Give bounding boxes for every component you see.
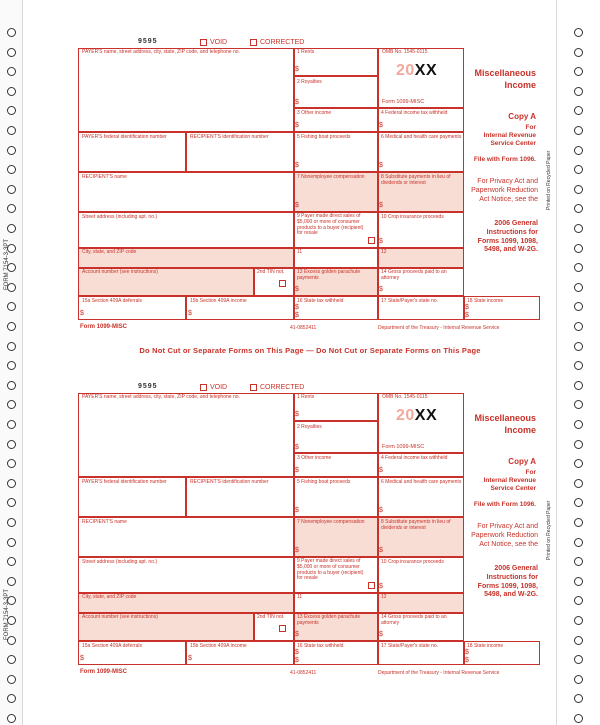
box-6-label: 6 Medical and health care payments [381,134,462,140]
privacy-text: For Privacy Act and Paperwork Reduction Act Notice, see the [471,523,538,548]
recipient-id-label: RECIPIENT'S identification number [190,134,269,140]
dollar-2: $ [295,444,299,451]
tractor-hole [574,48,583,57]
tractor-hole [574,538,583,547]
tractor-hole [7,714,16,723]
dollar-4: $ [379,467,383,474]
dollar-15a: $ [80,310,84,317]
dollar-4: $ [379,122,383,129]
tin-label: 2nd TIN not. [257,269,285,275]
box-9-label: 9 Payer made direct sales of $5,000 or more of consumer products to a buyer (recipient) for resale [297,558,364,582]
tractor-hole [7,28,16,37]
dollar-8: $ [379,547,383,554]
box-3-label: 3 Other income [297,455,332,461]
year-prefix: 20 [396,62,415,79]
tractor-hole [574,185,583,194]
tractor-hole [574,126,583,135]
void-checkbox [200,384,207,391]
payer-box [78,393,294,477]
box-13-label: 13 Excess golden parachute payments [297,614,361,626]
instructions-text: 2006 General Instructions for Forms 1099, 1098, 5498, and W-2G. [477,220,538,254]
box-12 [378,248,464,268]
tractor-hole [7,577,16,586]
tractor-hole [574,224,583,233]
tin-label: 2nd TIN not. [257,614,285,620]
tractor-hole [7,440,16,449]
dollar-14: $ [379,286,383,293]
tractor-hole [574,87,583,96]
form-name-label: Form 1099-MISC [382,444,425,450]
box-17-label: 17 State/Payer's state no. [381,643,439,649]
tractor-hole [7,381,16,390]
dollar-6: $ [379,507,383,514]
tractor-hole [7,224,16,233]
form-name-label: Form 1099-MISC [382,99,425,105]
box-11-label: 11 [297,249,303,255]
box-13-label: 13 Excess golden parachute payments [297,269,361,281]
box-15a-label: 15a Section 409A deferrals [82,298,143,304]
left-side-code: FORM 7154-3-3PT [4,238,10,290]
irs-center: Internal Revenue Service Center [483,132,536,148]
form-number: 9595 [138,383,158,390]
right-recycled-note-2: Printed on Recycled Paper [546,500,552,560]
payer-label: PAYER'S name, street address, city, state, ZIP code, and telephone no. [82,49,240,55]
tractor-hole [7,479,16,488]
recipient-name-label: RECIPIENT'S name [82,174,127,180]
box-9-checkbox [368,237,375,244]
tractor-hole [574,616,583,625]
omb-label: OMB No. 1545-0115 [382,49,428,55]
street-label: Street address (including apt. no.) [82,559,158,565]
tractor-hole [7,420,16,429]
box-18-label: 18 State income [467,298,504,304]
void-label: VOID [210,39,228,46]
street-label: Street address (including apt. no.) [82,214,158,220]
dollar-8: $ [379,202,383,209]
tractor-hole [574,636,583,645]
dollar-16a: $ [295,649,299,656]
dollar-14: $ [379,631,383,638]
city-label: City, state, and ZIP code [82,594,137,600]
dollar-1: $ [295,66,299,73]
copy-a: Copy A [508,112,536,121]
tractor-hole [574,440,583,449]
box-17-label: 17 State/Payer's state no. [381,298,439,304]
tractor-hole [574,342,583,351]
tractor-hole [7,126,16,135]
tractor-hole [7,322,16,331]
box-11 [294,248,378,268]
left-side-code-2: FORM 7154-3-3PT [4,588,10,640]
box-9-label: 9 Payer made direct sales of $5,000 or more of consumer products to a buyer (recipient) for resale [297,213,364,237]
box-16-label: 16 State tax withheld [297,643,344,649]
year-suffix: XX [414,62,438,79]
box-3-label: 3 Other income [297,110,332,116]
box-15b-label: 15b Section 409A income [190,643,247,649]
box-2-label: 2 Royalties [297,79,322,85]
box-12-label: 12 [381,249,387,255]
box-4-label: 4 Federal income tax withheld [381,110,448,116]
form-title-2: Income [504,425,536,435]
dollar-15a: $ [80,655,84,662]
dollar-16b: $ [295,312,299,319]
tractor-hole [574,28,583,37]
box-11-label: 11 [297,594,303,600]
dollar-3: $ [295,122,299,129]
box-10-label: 10 Crop insurance proceeds [381,559,444,565]
corrected-label: CORRECTED [260,39,305,46]
void-label: VOID [210,384,228,391]
form-title-1: Miscellaneous [474,413,536,423]
box-7-label: 7 Nonemployee compensation [297,174,365,180]
tractor-hole [7,518,16,527]
dollar-16b: $ [295,657,299,664]
omb-label: OMB No. 1545-0115 [382,394,428,400]
footer-cat: 41-0852411 [290,670,317,676]
box-7-label: 7 Nonemployee compensation [297,519,365,525]
form-1099-misc-top [78,38,540,343]
box-14-label: 14 Gross proceeds paid to an attorney [381,614,447,626]
tractor-hole [574,283,583,292]
footer-dept: Department of the Treasury - Internal Revenue Service [378,325,500,331]
box-14-label: 14 Gross proceeds paid to an attorney [381,269,447,281]
dollar-3: $ [295,467,299,474]
tractor-hole [7,87,16,96]
form-title-1: Miscellaneous [474,68,536,78]
tractor-hole [7,538,16,547]
right-recycled-note: Printed on Recycled Paper [546,150,552,210]
tractor-hole [574,244,583,253]
box-1-label: 1 Rents [297,49,315,55]
tractor-hole [7,185,16,194]
form-number: 9595 [138,38,158,45]
box-8-label: 8 Substitute payments in lieu of dividends or interest [381,519,451,531]
box-11 [294,593,378,613]
copy-a: Copy A [508,457,536,466]
payer-fed-id-label: PAYER'S federal identification number [82,134,167,140]
dollar-7: $ [295,547,299,554]
box-10-label: 10 Crop insurance proceeds [381,214,444,220]
privacy-text: For Privacy Act and Paperwork Reduction Act Notice, see the [471,178,538,203]
form-1099-misc-bottom [78,383,540,688]
dollar-15b: $ [188,655,192,662]
tractor-hole [574,577,583,586]
tractor-hole [574,146,583,155]
dollar-10: $ [379,583,383,590]
payer-label: PAYER'S name, street address, city, state, ZIP code, and telephone no. [82,394,240,400]
box-6-label: 6 Medical and health care payments [381,479,462,485]
tractor-hole [7,675,16,684]
dollar-15b: $ [188,310,192,317]
box-12-label: 12 [381,594,387,600]
account-label: Account number (see instructions) [82,614,158,620]
file-with: File with Form 1096. [473,156,536,163]
tractor-hole [574,381,583,390]
box-12 [378,593,464,613]
city-label: City, state, and ZIP code [82,249,137,255]
tractor-hole [574,675,583,684]
dollar-2: $ [295,99,299,106]
box-9-checkbox [368,582,375,589]
payer-fed-id-label: PAYER'S federal identification number [82,479,167,485]
dollar-6: $ [379,162,383,169]
footer-dept: Department of the Treasury - Internal Revenue Service [378,670,500,676]
dollar-13: $ [295,286,299,293]
footer-cat: 41-0852411 [290,325,317,331]
box-18-label: 18 State income [467,643,504,649]
box-15b-label: 15b Section 409A income [190,298,247,304]
box-16-label: 16 State tax withheld [297,298,344,304]
year [396,407,437,425]
copy-for: For [525,469,536,476]
dollar-1: $ [295,411,299,418]
instructions-text: 2006 General Instructions for Forms 1099, 1098, 5498, and W-2G. [477,565,538,599]
copy-for: For [525,124,536,131]
box-2-label: 2 Royalties [297,424,322,430]
payer-box [78,48,294,132]
dollar-13: $ [295,631,299,638]
box-5-label: 5 Fishing boat proceeds [297,479,351,485]
dollar-18a: $ [465,649,469,656]
tractor-hole [7,146,16,155]
dollar-18a: $ [465,304,469,311]
dollar-5: $ [295,507,299,514]
tractor-hole [7,48,16,57]
tractor-hole [574,518,583,527]
corrected-label: CORRECTED [260,384,305,391]
box-15a-label: 15a Section 409A deferrals [82,643,143,649]
dollar-7: $ [295,202,299,209]
box-5-label: 5 Fishing boat proceeds [297,134,351,140]
box-1-label: 1 Rents [297,394,315,400]
cut-notice: Do Not Cut or Separate Forms on This Page — Do Not Cut or Separate Forms on This Page [139,346,481,355]
recipient-id-label: RECIPIENT'S identification number [190,479,269,485]
dollar-18b: $ [465,312,469,319]
account-label: Account number (see instructions) [82,269,158,275]
tractor-hole [574,322,583,331]
year-prefix: 20 [396,407,415,424]
year [396,62,437,80]
tractor-hole [7,342,16,351]
tractor-hole [574,479,583,488]
corrected-checkbox [250,39,257,46]
irs-center: Internal Revenue Service Center [483,477,536,493]
dollar-18b: $ [465,657,469,664]
recipient-name-label: RECIPIENT'S name [82,519,127,525]
box-4-label: 4 Federal income tax withheld [381,455,448,461]
tractor-hole [574,420,583,429]
file-with: File with Form 1096. [473,501,536,508]
dollar-5: $ [295,162,299,169]
dollar-10: $ [379,238,383,245]
tin-checkbox [279,280,286,287]
tin-checkbox [279,625,286,632]
tractor-hole [574,714,583,723]
form-title-2: Income [504,80,536,90]
box-8-label: 8 Substitute payments in lieu of dividends or interest [381,174,451,186]
footer-form: Form 1099-MISC [80,669,128,675]
dollar-16a: $ [295,304,299,311]
year-suffix: XX [414,407,438,424]
void-checkbox [200,39,207,46]
footer-form: Form 1099-MISC [80,324,128,330]
corrected-checkbox [250,384,257,391]
